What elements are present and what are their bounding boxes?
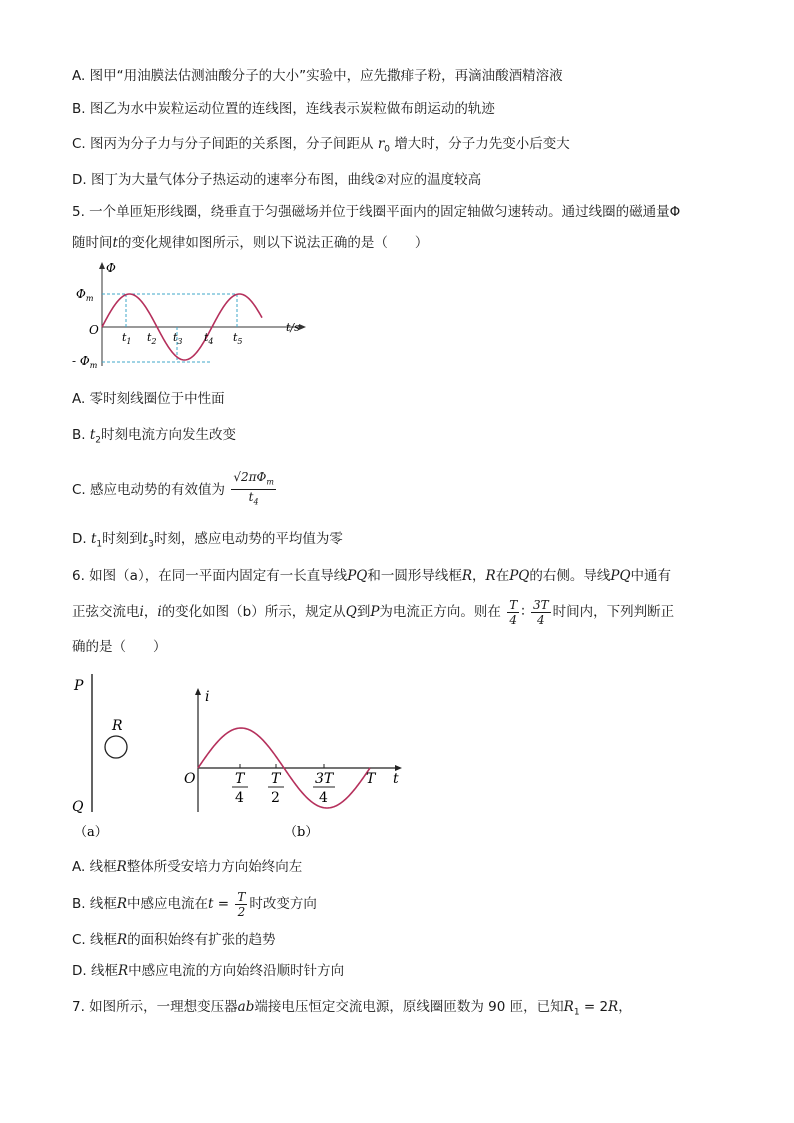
q5-option-d <box>72 529 343 555</box>
q6-pq-2: PQ <box>509 568 530 584</box>
q6-i-axis-arrow <box>195 688 201 695</box>
q6-3t4-num: 3T <box>315 771 334 787</box>
q7-r1: R <box>563 999 574 1015</box>
q5-tick-label: $t_2$ <box>147 331 157 346</box>
q6-option-b <box>72 887 317 921</box>
q6-label-p: P <box>74 678 84 694</box>
q6-label-r: R <box>112 718 123 734</box>
q6-frac-t4 <box>507 598 519 627</box>
q6-text-6: 中通有 <box>630 568 672 584</box>
q6-caption-b: （b） <box>284 825 319 840</box>
q6-option-c <box>72 930 276 950</box>
q6-figure-a <box>68 670 158 845</box>
q6-T-label: T <box>366 771 376 787</box>
q5-option-b <box>72 425 236 451</box>
q6-stem-line3: 确的是（ ） <box>72 639 167 655</box>
q5-option-b-text: 时刻电流方向发生改变 <box>101 427 237 443</box>
q6-t4-num: T <box>235 771 245 787</box>
q6-option-a-text: A. 线框 <box>72 859 117 875</box>
q5-option-d-sub3: 3 <box>148 539 154 550</box>
q6-option-a-r: R <box>116 859 127 875</box>
q6-label-q: Q <box>72 799 84 815</box>
q5-option-d-sub1: 1 <box>96 539 103 550</box>
q6-text-3: ， <box>472 568 486 584</box>
q6-text-10: 到 <box>356 604 371 620</box>
q6-option-c-text: C. 线框 <box>72 932 118 948</box>
q5-ymax-label: $\Phi_m$ <box>76 287 94 303</box>
q6-option-b-num: T <box>237 889 246 904</box>
q5-tick-label: $t_3$ <box>173 331 183 346</box>
q5-tick-label: $t_1$ <box>122 331 132 346</box>
q7-ab: ab <box>237 999 255 1015</box>
q6-option-b-text-end: 时改变方向 <box>249 896 317 912</box>
q6-text-7: 正弦交流电 <box>72 604 140 620</box>
q6-text-5: 的右侧。导线 <box>529 568 611 584</box>
q7-eq: = 2 <box>579 999 609 1015</box>
q5-option-d-text: 时刻，感应电动势的平均值为零 <box>153 531 343 547</box>
q7-text-2: 端接电压恒定交流电源，原线圈匝数为 90 匝，已知 <box>254 999 564 1015</box>
q6-stem-line2 <box>72 594 674 630</box>
q6-option-b-r: R <box>116 896 128 912</box>
q5-origin-label: O <box>89 323 99 337</box>
q5-option-d-t1: t <box>90 531 97 547</box>
q5-stem-line1: 5. 一个单匝矩形线圈，绕垂直于匀强磁场并位于线圈平面内的固定轴做匀速转动。通过线圈的磁通量Φ <box>72 204 681 220</box>
q5-option-d-t3: t <box>142 531 149 547</box>
q6-option-b-t: t <box>208 896 214 912</box>
q6-i-2: i <box>157 604 162 620</box>
q4-option-c-text: C. 图丙为分子力与分子间距的关系图，分子间距从 <box>72 136 374 152</box>
q4-option-b: B. 图乙为水中炭粒运动位置的连线图，连线表示炭粒做布朗运动的轨迹 <box>72 101 495 117</box>
q6-frac-3t4-num: 3T <box>533 597 549 612</box>
q5-option-b-sub: 2 <box>95 435 102 446</box>
q6-pq-3: PQ <box>610 568 631 584</box>
q5-x-axis-arrow <box>299 324 306 330</box>
q6-t-label: t <box>393 771 399 787</box>
q6-t2-den: 2 <box>271 790 280 806</box>
q5-tick-label: $t_4$ <box>204 331 214 346</box>
q5-option-d-mid: 时刻到 <box>102 531 143 547</box>
q7-stem <box>72 997 632 1023</box>
q4-option-c <box>72 134 570 160</box>
q5-option-c <box>72 470 278 510</box>
q4-option-c-r: r <box>377 136 385 152</box>
q6-t4-den: 4 <box>235 790 244 806</box>
q5-tick-label: $t_5$ <box>233 331 243 346</box>
q6-caption-a: （a） <box>74 825 108 840</box>
q5-option-c-fraction <box>231 470 276 510</box>
q6-option-b-mid: 中感应电流在 <box>127 896 209 912</box>
q7-r1-sub: 1 <box>573 1007 580 1018</box>
q6-loop-r <box>105 736 127 758</box>
q6-frac-t4-den: 4 <box>509 612 518 627</box>
q6-stem-line1 <box>72 566 671 586</box>
q6-option-a <box>72 857 302 877</box>
q6-text-9: 的变化如图（b）所示，规定从 <box>161 604 346 620</box>
q6-text-1: 6. 如图（a），在同一平面内固定有一长直导线 <box>72 568 348 584</box>
q6-option-d-text: D. 线框 <box>72 963 118 979</box>
q5-option-d-letter: D. <box>72 531 87 547</box>
q6-option-d-r: R <box>117 963 129 979</box>
q6-r-1: R <box>461 568 473 584</box>
q6-frac-3t4-den: 4 <box>537 612 545 627</box>
q5-flux-graph <box>72 258 312 373</box>
q5-option-c-den-sub: 4 <box>253 497 259 507</box>
q6-q: Q <box>345 604 357 620</box>
q6-option-d-text-end: 中感应电流的方向始终沿顺时针方向 <box>128 963 345 979</box>
q5-tick-labels <box>122 331 243 346</box>
q7-text-1: 7. 如图所示，一理想变压器 <box>72 999 238 1015</box>
q5-option-b-t: t <box>89 427 96 443</box>
q5-ymin-label: - $\Phi_m$ <box>72 354 98 370</box>
q5-option-a: A. 零时刻线圈位于中性面 <box>72 391 225 407</box>
q4-option-c-text-end: 增大时，分子力先变小后变大 <box>394 136 570 152</box>
q6-option-b-text: B. 线框 <box>72 896 117 912</box>
q4-option-a: A. 图甲“用油膜法估测油酸分子的大小”实验中，应先撒痱子粉，再滴油酸酒精溶液 <box>72 68 563 84</box>
q5-option-c-num: √2πΦ <box>233 470 267 484</box>
q7-r: R <box>608 999 619 1015</box>
q6-frac-3t4 <box>531 598 551 627</box>
q6-text-12: 时间内，下列判断正 <box>552 604 675 620</box>
q5-stem-text-end: 的变化规律如图所示，则以下说法正确的是（ ） <box>117 235 429 251</box>
q6-frac-t4-num: T <box>509 597 518 612</box>
q5-option-b-letter: B. <box>72 427 86 443</box>
q5-stem-t: t <box>112 235 118 251</box>
q6-option-b-den: 2 <box>237 904 246 919</box>
q5-option-c-num-sub: m <box>266 477 274 487</box>
q6-r-2: R <box>485 568 496 584</box>
q4-option-c-sub: 0 <box>384 144 391 155</box>
q5-stem-text: 随时间 <box>72 235 113 251</box>
q6-sep: ∶ <box>521 604 525 620</box>
q6-p: P <box>370 604 380 620</box>
q6-figure-b <box>180 684 410 844</box>
q6-pq-1: PQ <box>347 568 368 584</box>
q6-text-11: 为电流正方向。则在 <box>379 604 501 620</box>
q6-t2-num: T <box>271 771 281 787</box>
q6-option-b-eq: = <box>213 896 234 912</box>
q5-x-label: t/s <box>286 321 300 334</box>
q5-option-c-den: t <box>248 490 254 505</box>
q5-y-axis-arrow <box>99 262 105 269</box>
q6-option-b-frac <box>235 890 247 919</box>
q6-option-d <box>72 961 344 981</box>
q6-option-c-r: R <box>117 932 128 948</box>
q6-text-2: 和一圆形导线框 <box>367 568 462 584</box>
q6-option-a-text-end: 整体所受安培力方向始终向左 <box>126 859 303 875</box>
q5-option-c-text: C. 感应电动势的有效值为 <box>72 481 226 498</box>
q7-text-end: ， <box>618 999 632 1015</box>
q6-3t4-den: 4 <box>319 790 328 806</box>
q6-text-8: ， <box>143 604 158 620</box>
q5-stem-line2 <box>72 233 428 253</box>
q6-option-c-text-end: 的面积始终有扩张的趋势 <box>127 932 276 948</box>
q6-text-4: 在 <box>495 568 510 584</box>
q6-origin-label: O <box>184 771 196 787</box>
q6-i-label: i <box>205 689 210 705</box>
q4-option-d: D. 图丁为大量气体分子热运动的速率分布图，曲线②对应的温度较高 <box>72 172 482 188</box>
q6-i-1: i <box>139 604 144 620</box>
q5-y-label: Φ <box>106 261 116 275</box>
